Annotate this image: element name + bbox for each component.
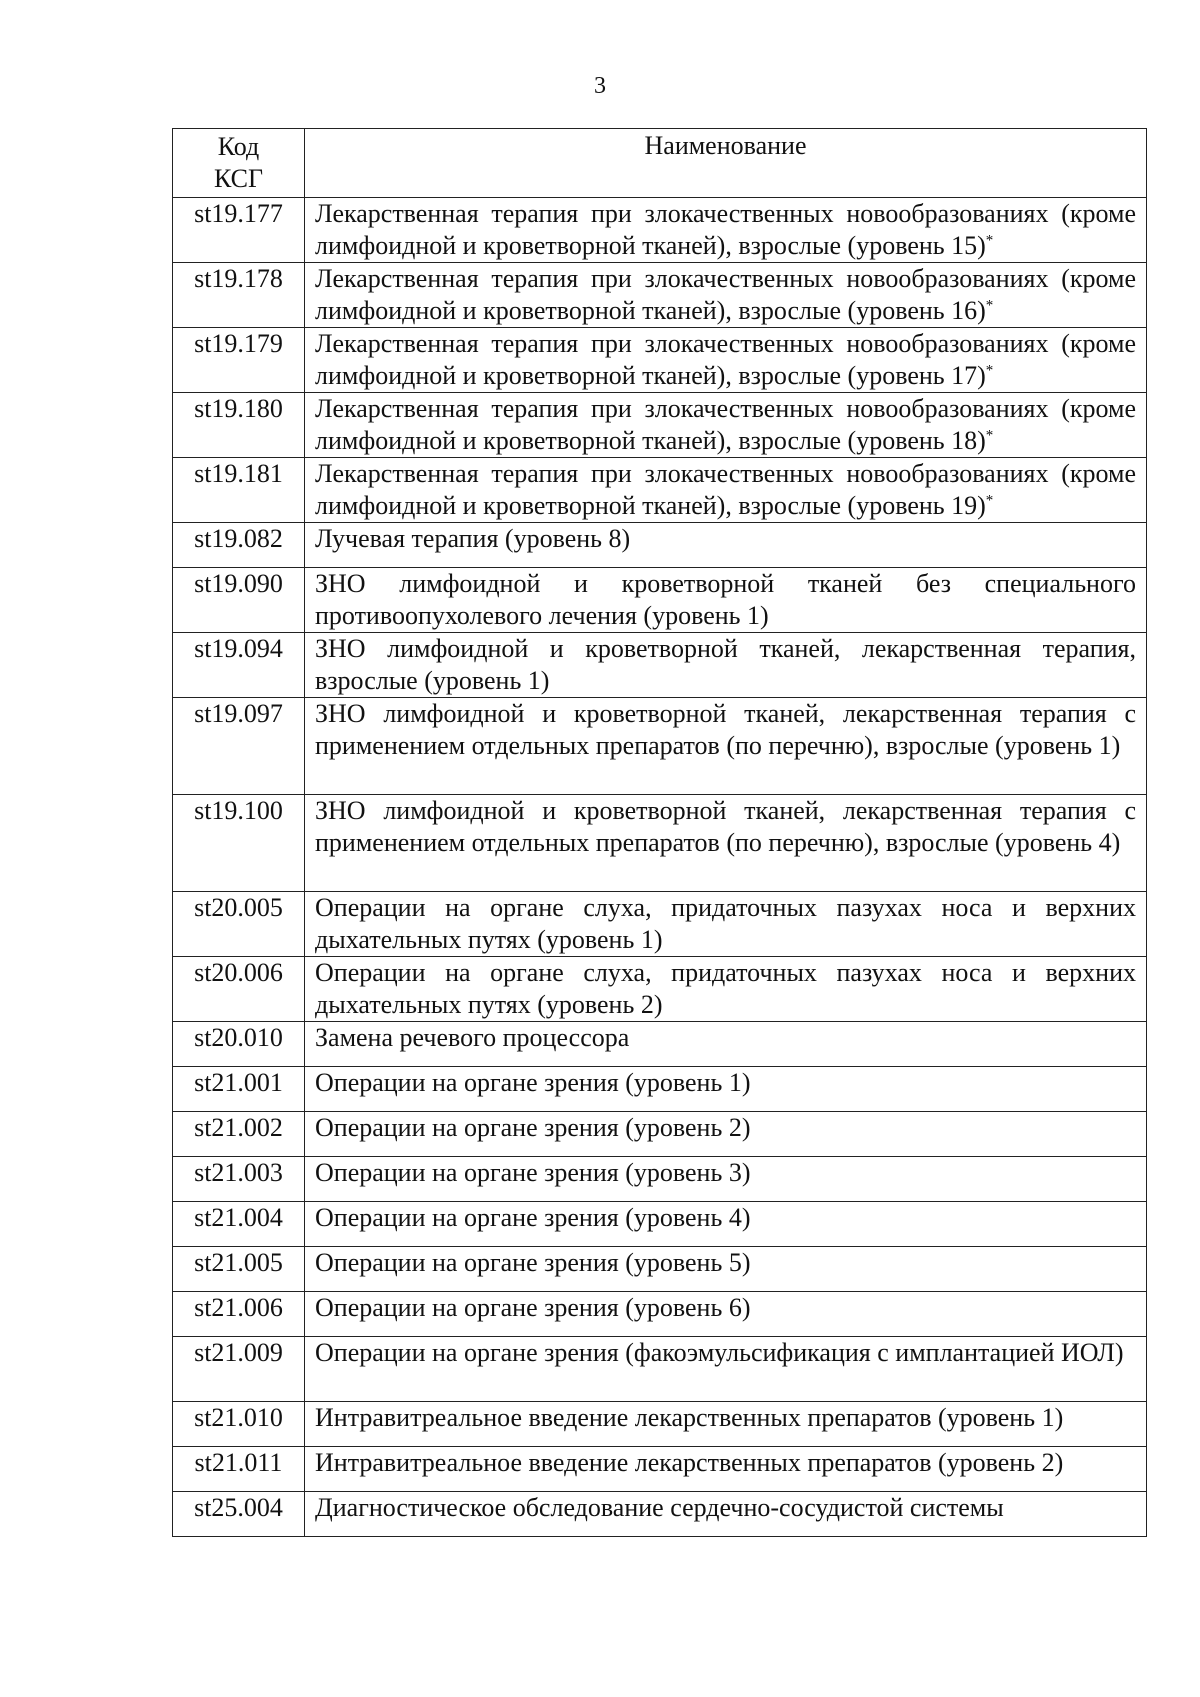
header-code xyxy=(173,129,305,198)
row-name: Интравитреальное введение лекарственных препаратов (уровень 1) xyxy=(305,1402,1147,1447)
row-name: Операции на органе зрения (уровень 6) xyxy=(305,1292,1147,1337)
row-name: Операции на органе зрения (уровень 4) xyxy=(305,1202,1147,1247)
row-name: Лекарственная терапия при злокачественных новообразованиях (кроме лимфоидной и кроветворной тканей), взрослые (уровень 17) xyxy=(315,329,1136,390)
table-row xyxy=(173,795,1147,892)
table-row xyxy=(173,523,1147,568)
table-row xyxy=(173,1022,1147,1067)
row-name: Операции на органе зрения (уровень 3) xyxy=(305,1157,1147,1202)
table-row xyxy=(173,1447,1147,1492)
table-row xyxy=(173,1067,1147,1112)
row-name: Интравитреальное введение лекарственных препаратов (уровень 2) xyxy=(305,1447,1147,1492)
table-row xyxy=(173,328,1147,393)
footnote-mark: * xyxy=(985,362,994,379)
table-row xyxy=(173,698,1147,795)
table-row xyxy=(173,1402,1147,1447)
row-name-cell xyxy=(305,458,1147,523)
row-name: Операции на органе зрения (факоэмульсификация с имплантацией ИОЛ) xyxy=(305,1337,1147,1402)
row-code: st19.100 xyxy=(173,795,305,892)
table-row xyxy=(173,198,1147,263)
table-row xyxy=(173,458,1147,523)
table-row xyxy=(173,1292,1147,1337)
row-code: st19.181 xyxy=(173,458,305,523)
table-row xyxy=(173,892,1147,957)
row-name-cell xyxy=(305,328,1147,393)
header-code-line2: КСГ xyxy=(213,164,264,193)
table-row xyxy=(173,1337,1147,1402)
row-name: Операции на органе зрения (уровень 2) xyxy=(305,1112,1147,1157)
table-row xyxy=(173,1157,1147,1202)
table-row xyxy=(173,957,1147,1022)
row-code: st21.011 xyxy=(173,1447,305,1492)
row-name: Лекарственная терапия при злокачественных новообразованиях (кроме лимфоидной и кроветворной тканей), взрослые (уровень 19) xyxy=(315,459,1136,520)
row-name: Операции на органе зрения (уровень 1) xyxy=(305,1067,1147,1112)
row-name: Лучевая терапия (уровень 8) xyxy=(305,523,1147,568)
row-code: st21.006 xyxy=(173,1292,305,1337)
page-number: 3 xyxy=(594,73,606,99)
row-code: st19.177 xyxy=(173,198,305,263)
row-code: st21.001 xyxy=(173,1067,305,1112)
row-name: Замена речевого процессора xyxy=(305,1022,1147,1067)
footnote-mark: * xyxy=(985,297,994,314)
row-name: Лекарственная терапия при злокачественных новообразованиях (кроме лимфоидной и кроветворной тканей), взрослые (уровень 18) xyxy=(315,394,1136,455)
table-row xyxy=(173,1492,1147,1537)
table-row xyxy=(173,1247,1147,1292)
row-code: st20.010 xyxy=(173,1022,305,1067)
table-row xyxy=(173,1112,1147,1157)
row-code: st21.009 xyxy=(173,1337,305,1402)
row-code: st19.090 xyxy=(173,568,305,633)
table-row xyxy=(173,568,1147,633)
table-row xyxy=(173,263,1147,328)
row-name-cell xyxy=(305,198,1147,263)
row-name: ЗНО лимфоидной и кроветворной тканей, лекарственная терапия с применением отдельных препаратов (по перечню), взрослые (уровень 4) xyxy=(305,795,1147,892)
row-name: ЗНО лимфоидной и кроветворной тканей, лекарственная терапия, взрослые (уровень 1) xyxy=(305,633,1147,698)
row-name: Операции на органе зрения (уровень 5) xyxy=(305,1247,1147,1292)
row-code: st21.005 xyxy=(173,1247,305,1292)
row-code: st19.180 xyxy=(173,393,305,458)
table-row xyxy=(173,633,1147,698)
row-code: st21.002 xyxy=(173,1112,305,1157)
row-code: st19.097 xyxy=(173,698,305,795)
row-code: st21.004 xyxy=(173,1202,305,1247)
header-name: Наименование xyxy=(305,129,1147,198)
row-code: st19.094 xyxy=(173,633,305,698)
table-row xyxy=(173,1202,1147,1247)
row-name-cell xyxy=(305,393,1147,458)
row-name: Лекарственная терапия при злокачественных новообразованиях (кроме лимфоидной и кроветворной тканей), взрослые (уровень 15) xyxy=(315,199,1136,260)
row-code: st21.010 xyxy=(173,1402,305,1447)
row-code: st21.003 xyxy=(173,1157,305,1202)
row-name: ЗНО лимфоидной и кроветворной тканей без специального противоопухолевого лечения (уровень 1) xyxy=(305,568,1147,633)
row-name: Операции на органе слуха, придаточных пазухах носа и верхних дыхательных путях (уровень 1) xyxy=(305,892,1147,957)
footnote-mark: * xyxy=(985,232,994,249)
row-name: Лекарственная терапия при злокачественных новообразованиях (кроме лимфоидной и кроветворной тканей), взрослые (уровень 16) xyxy=(315,264,1136,325)
table-header-row xyxy=(173,129,1147,198)
row-name: Диагностическое обследование сердечно-сосудистой системы xyxy=(305,1492,1147,1537)
row-code: st19.178 xyxy=(173,263,305,328)
row-name-cell xyxy=(305,263,1147,328)
row-name: ЗНО лимфоидной и кроветворной тканей, лекарственная терапия с применением отдельных препаратов (по перечню), взрослые (уровень 1) xyxy=(305,698,1147,795)
row-code: st19.082 xyxy=(173,523,305,568)
row-code: st19.179 xyxy=(173,328,305,393)
footnote-mark: * xyxy=(985,492,994,509)
ksg-table xyxy=(172,128,1147,1537)
row-code: st25.004 xyxy=(173,1492,305,1537)
row-name: Операции на органе слуха, придаточных пазухах носа и верхних дыхательных путях (уровень 2) xyxy=(305,957,1147,1022)
header-code-line1: Код xyxy=(217,132,260,161)
row-code: st20.005 xyxy=(173,892,305,957)
row-code: st20.006 xyxy=(173,957,305,1022)
table-row xyxy=(173,393,1147,458)
footnote-mark: * xyxy=(985,427,994,444)
